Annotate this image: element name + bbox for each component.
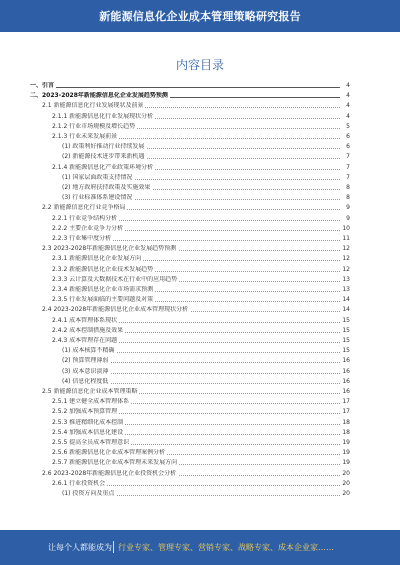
toc-entry-title: 2.1.1 新能源信息化行业发展现状分析 bbox=[52, 112, 154, 120]
report-header-banner bbox=[0, 0, 400, 32]
toc-entry[interactable] bbox=[0, 429, 400, 437]
toc-entry-title: 2.3 2023-2028年新能源信息化企业发展趋势预测 bbox=[42, 245, 177, 253]
toc-entry-title: (1) 成本核算不精确 bbox=[62, 347, 115, 355]
toc-entry-title: (2) 地方政府扶持政策及实施效果 bbox=[62, 184, 151, 191]
toc-page-number: 12 bbox=[342, 245, 350, 253]
toc-heading: 内容目录 bbox=[175, 58, 224, 72]
toc-entry[interactable] bbox=[0, 143, 400, 151]
toc-entry-title: 2.3.5 行业发展面临的主要问题及对策 bbox=[52, 296, 154, 304]
toc-page-number: 7 bbox=[346, 173, 350, 181]
footer-banner bbox=[0, 530, 400, 565]
toc-entry-title: (4) 信息化程度低 bbox=[62, 377, 109, 385]
toc-entry-title: 2.1 新能源信息化行业发展现状及前景 bbox=[42, 102, 144, 110]
toc-entry-title: 2.4.1 成本管理体系现状 bbox=[52, 316, 118, 324]
toc-entry[interactable] bbox=[0, 306, 400, 314]
toc-entry[interactable] bbox=[0, 347, 400, 355]
toc-entry-title: 2.3.1 新能源信息化企业发展方向 bbox=[52, 255, 142, 263]
toc-entry[interactable] bbox=[0, 286, 400, 294]
toc-page-number: 19 bbox=[342, 439, 350, 446]
toc-page-number: 9 bbox=[346, 204, 350, 212]
toc-page-number: 7 bbox=[346, 163, 350, 171]
toc-page-number: 16 bbox=[342, 367, 350, 375]
toc-page-number: 20 bbox=[342, 469, 350, 477]
toc-page-number: 14 bbox=[342, 296, 350, 304]
toc-page-number: 5 bbox=[346, 122, 350, 130]
toc-entry[interactable] bbox=[0, 102, 400, 110]
toc-page-number: 11 bbox=[342, 235, 350, 242]
toc-entry-title: 2.4.2 成本控制措施及效果 bbox=[52, 326, 124, 334]
toc-entry[interactable] bbox=[0, 357, 400, 365]
toc-entry[interactable] bbox=[0, 388, 400, 396]
footer-tagline: 行业专家、管理专家、营销专家、战略专家、成本企业家…… bbox=[118, 543, 334, 552]
toc-entry[interactable] bbox=[0, 266, 400, 274]
toc-entry[interactable] bbox=[0, 184, 400, 192]
footer-divider bbox=[113, 541, 114, 553]
toc-entry-title: 2.5.1 建立健全成本管理体系 bbox=[52, 398, 130, 406]
toc-page-number: 13 bbox=[342, 286, 350, 293]
toc-entry[interactable] bbox=[0, 133, 400, 141]
toc-entry-title: 2.4 2023-2028年新能源信息化企业成本管理现状分析 bbox=[42, 306, 189, 314]
toc-entry[interactable] bbox=[0, 398, 400, 406]
toc-page-number: 19 bbox=[342, 459, 350, 467]
toc-page-number: 16 bbox=[342, 377, 350, 385]
toc-entry-title: 2.5.4 加强成本信息化建设 bbox=[52, 428, 124, 436]
toc-page-number: 13 bbox=[342, 275, 350, 283]
toc-page-number: 14 bbox=[342, 306, 350, 314]
toc-page-number: 17 bbox=[342, 398, 350, 406]
toc-entry-title: 2.5.7 新能源信息化企业成本管理未来发展方向 bbox=[52, 459, 178, 467]
toc-entry[interactable] bbox=[0, 480, 400, 488]
toc-entry[interactable] bbox=[0, 92, 400, 100]
toc-page-number: 8 bbox=[346, 184, 350, 191]
toc-entry[interactable] bbox=[0, 215, 400, 223]
toc-entry[interactable] bbox=[0, 449, 400, 457]
toc-entry[interactable] bbox=[0, 459, 400, 467]
toc-entry-title: 2.2.3 行业集中度分析 bbox=[52, 235, 112, 242]
toc-page-number: 10 bbox=[342, 224, 350, 232]
toc-entry-title: 2.1.2 行业市场规模及增长趋势 bbox=[52, 122, 136, 130]
toc-page-number: 12 bbox=[342, 265, 350, 273]
toc-entry-title: (1) 投资方向及重点 bbox=[62, 490, 115, 497]
toc-entry[interactable] bbox=[0, 378, 400, 386]
toc-page-number: 20 bbox=[342, 490, 350, 497]
toc-entry-title: (2) 新能源技术进步带来新机遇 bbox=[62, 153, 145, 161]
toc-page-number: 18 bbox=[342, 418, 350, 426]
toc-entry-title: (1) 政策利好推动行业持续发展 bbox=[62, 143, 145, 151]
toc-entry[interactable] bbox=[0, 113, 400, 121]
toc-entry[interactable] bbox=[0, 317, 400, 325]
toc-page-number: 6 bbox=[346, 143, 350, 151]
toc-entry-title: 2.2.1 行业竞争结构分析 bbox=[52, 214, 118, 222]
toc-entry[interactable] bbox=[0, 245, 400, 253]
toc-entry[interactable] bbox=[0, 276, 400, 284]
toc-entry[interactable] bbox=[0, 82, 400, 90]
toc-entry[interactable] bbox=[0, 123, 400, 131]
toc-entry[interactable] bbox=[0, 419, 400, 427]
toc-entry-title: 2.1.3 行业未来发展前景 bbox=[52, 133, 118, 140]
toc-page-number: 17 bbox=[342, 408, 350, 416]
toc-entry-title: (3) 成本意识淡薄 bbox=[62, 367, 109, 375]
toc-entry-title: 2.2 新能源信息化行业竞争格局 bbox=[42, 204, 126, 212]
toc-page-number: 7 bbox=[346, 153, 350, 161]
toc-page-number: 15 bbox=[342, 347, 350, 355]
report-title: 新能源信息化企业成本管理策略研究报告 bbox=[99, 10, 301, 23]
toc-entry-title: 2.5.6 新能源信息化企业成本管理案例分析 bbox=[52, 449, 166, 457]
toc-entry-title: 二、2023-2028年新能源信息化企业发展趋势预测 bbox=[30, 92, 168, 100]
toc-entry[interactable] bbox=[0, 368, 400, 376]
toc-entry[interactable] bbox=[0, 235, 400, 243]
toc-entry-title: 2.1.4 新能源信息化产业政策环境分析 bbox=[52, 163, 154, 171]
toc-leader-dots bbox=[30, 87, 340, 88]
toc-entry[interactable] bbox=[0, 327, 400, 335]
toc-page-number: 4 bbox=[346, 112, 350, 120]
toc-entry[interactable] bbox=[0, 225, 400, 233]
toc-entry-title: 2.5.5 提高全员成本管理意识 bbox=[52, 439, 130, 446]
toc-page-number: 15 bbox=[342, 316, 350, 324]
toc-entry-title: (3) 行业标准体系建设情况 bbox=[62, 194, 133, 202]
toc-entry[interactable] bbox=[0, 174, 400, 182]
toc-entry[interactable] bbox=[0, 296, 400, 304]
toc-entry[interactable] bbox=[0, 470, 400, 478]
toc-entry-title: (1) 国家层面政策支持情况 bbox=[62, 173, 133, 181]
toc-entry-title: (2) 预算管理薄弱 bbox=[62, 357, 109, 365]
toc-page-number: 15 bbox=[342, 337, 350, 344]
toc-page-number: 8 bbox=[346, 194, 350, 202]
toc-entry[interactable] bbox=[0, 337, 400, 345]
toc-entry-title: 2.5.3 推进精细化成本控制 bbox=[52, 418, 124, 426]
toc-entry-title: 2.6 2023-2028年新能源信息化企业投资机会分析 bbox=[42, 469, 177, 477]
toc-entry-title: 2.3.3 云计算及大数据技术在行业中的应用趋势 bbox=[52, 275, 178, 283]
table-of-contents bbox=[0, 82, 400, 522]
footer-slogan: 让每个人都能成为 bbox=[48, 543, 112, 552]
toc-entry[interactable] bbox=[0, 194, 400, 202]
toc-page-number: 9 bbox=[346, 214, 350, 222]
toc-entry-title: 2.5.2 加强成本预算管理 bbox=[52, 408, 118, 416]
toc-page-number: 18 bbox=[342, 428, 350, 436]
toc-entry[interactable] bbox=[0, 204, 400, 212]
toc-page-number: 16 bbox=[342, 357, 350, 365]
toc-page-number: 4 bbox=[346, 102, 350, 110]
toc-page-number: 4 bbox=[346, 92, 350, 100]
toc-page-number: 19 bbox=[342, 449, 350, 457]
toc-entry-title: 2.3.2 新能源信息化企业技术发展趋势 bbox=[52, 265, 154, 273]
toc-entry-title: 2.3.4 新能源信息化企业市场需求预测 bbox=[52, 286, 154, 293]
toc-page-number: 15 bbox=[342, 326, 350, 334]
toc-entry[interactable] bbox=[0, 408, 400, 416]
toc-page-number: 12 bbox=[342, 255, 350, 263]
toc-page-number: 4 bbox=[346, 82, 350, 89]
toc-entry[interactable] bbox=[0, 255, 400, 263]
toc-entry[interactable] bbox=[0, 439, 400, 447]
toc-entry[interactable] bbox=[0, 490, 400, 498]
toc-entry[interactable] bbox=[0, 153, 400, 161]
toc-entry-title: 2.4.3 成本管理存在问题 bbox=[52, 337, 118, 344]
toc-entry-title: 一、引言 bbox=[30, 82, 55, 89]
toc-entry[interactable] bbox=[0, 164, 400, 172]
toc-entry-title: 2.6.1 行业投资机会 bbox=[52, 479, 106, 487]
toc-page-number: 6 bbox=[346, 133, 350, 140]
toc-entry-title: 2.5 新能源信息化企业成本管理策略 bbox=[42, 388, 138, 395]
toc-entry-title: 2.2.2 主要企业竞争力分析 bbox=[52, 224, 124, 232]
toc-page-number: 16 bbox=[342, 388, 350, 395]
toc-page-number: 20 bbox=[342, 479, 350, 487]
